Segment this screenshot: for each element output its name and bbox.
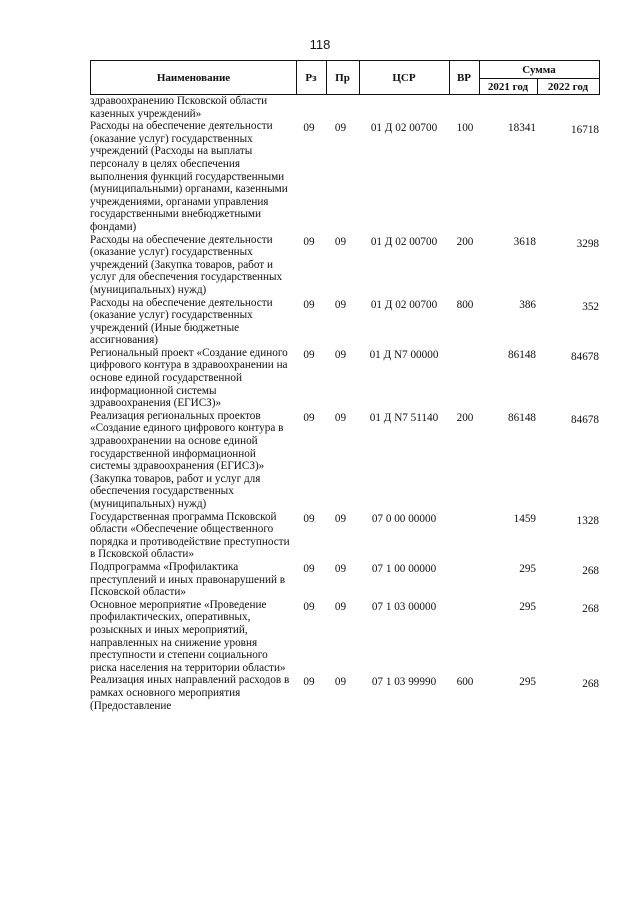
- header-year-2022: 2022 год: [547, 80, 589, 93]
- row-vr: 200: [456, 411, 474, 424]
- row-pr: 09: [334, 676, 347, 689]
- row-csr: 07 1 00 00000: [371, 562, 437, 575]
- table-row: [90, 95, 610, 120]
- row-sum-2022: 16718: [571, 124, 599, 137]
- row-sum-2021: 386: [519, 298, 536, 311]
- row-name: Реализация региональных проектов «Создание единого цифрового контура в здравоохранении на основе единой государственной информационной системы здравоохранения (ЕГИСЗ)» (Закупка товаров, работ и услуг для обеспечения государственных (муниципальных) нужд): [90, 409, 284, 510]
- row-pr: 09: [334, 411, 347, 424]
- row-sum-2021: [480, 95, 536, 120]
- row-rz: 09: [303, 676, 315, 689]
- row-rz: 09: [303, 600, 315, 613]
- row-csr: 01 Д 02 00700: [370, 122, 438, 135]
- table-row: [90, 599, 610, 675]
- table-body: [90, 95, 610, 712]
- header-vr: ВР: [456, 71, 472, 84]
- row-rz: 09: [303, 411, 315, 424]
- row-sum-2021: 86148: [508, 411, 536, 424]
- row-pr: 09: [334, 235, 347, 248]
- header-year-2021: 2021 год: [487, 80, 529, 93]
- row-pr: 09: [334, 512, 347, 525]
- row-name: Расходы на обеспечение деятельности (оказание услуг) государственных учреждений (Иные бюджетные ассигнования): [90, 296, 273, 347]
- row-csr: 01 Д 02 00700: [370, 298, 438, 311]
- row-vr: [450, 511, 480, 561]
- table-row: [90, 120, 610, 233]
- row-name: Реализация иных направлений расходов в рамках основного мероприятия (Предоставление: [90, 674, 290, 712]
- row-vr: 200: [456, 235, 474, 248]
- row-vr: 800: [456, 298, 474, 311]
- row-sum-2021: 86148: [508, 348, 536, 361]
- row-sum-2022: 84678: [571, 350, 599, 363]
- row-vr: [450, 95, 480, 120]
- row-name: Основное мероприятие «Проведение профилактических, оперативных, розыскных и иных мероприятий, направленных на снижение уровня преступности и степени социального риска населения на территории области»: [90, 598, 286, 674]
- table-row: [90, 347, 610, 410]
- row-pr: 09: [334, 298, 347, 311]
- row-csr: 01 Д 02 00700: [370, 235, 438, 248]
- row-sum-2022: 352: [582, 300, 599, 313]
- row-rz: [295, 95, 323, 120]
- row-sum-2022: 268: [582, 564, 599, 577]
- row-sum-2021: 295: [519, 676, 536, 689]
- row-sum-2021: 3618: [513, 235, 536, 248]
- row-csr: 07 1 03 99990: [371, 676, 437, 689]
- header-name: Наименование: [156, 71, 231, 84]
- row-rz: 09: [303, 122, 315, 135]
- row-csr: 01 Д N7 00000: [369, 348, 439, 361]
- row-csr: 07 0 00 00000: [371, 512, 437, 525]
- table-row: [90, 511, 610, 561]
- row-sum-2021: 295: [519, 600, 536, 613]
- row-rz: 09: [303, 348, 315, 361]
- row-pr: 09: [334, 562, 347, 575]
- row-vr: 600: [456, 676, 474, 689]
- row-csr: 07 1 03 00000: [371, 600, 437, 613]
- row-vr: [450, 347, 480, 410]
- row-name: Подпрограмма «Профилактика преступлений и иных правонарушений в Псковской области»: [90, 560, 286, 599]
- row-name: Расходы на обеспечение деятельности (оказание услуг) государственных учреждений (Расходы на выплаты персоналу в целях обеспечения выполнения функций государственными (муниципальными) органами, казенными учреждениями, органами управления государственными внебюджетными фондами): [90, 120, 288, 233]
- row-name: здравоохранению Псковской области казенных учреждений»: [90, 95, 268, 120]
- header-rz: Рз: [305, 71, 317, 84]
- row-pr: 09: [334, 348, 347, 361]
- row-pr: 09: [334, 600, 347, 613]
- row-sum-2022: 84678: [571, 413, 599, 426]
- row-rz: 09: [303, 562, 315, 575]
- row-vr: [450, 561, 480, 599]
- row-sum-2022: 3298: [576, 237, 599, 250]
- row-sum-2021: 295: [519, 562, 536, 575]
- row-csr: 01 Д N7 51140: [369, 411, 439, 424]
- header-sum: Сумма: [522, 63, 556, 76]
- header-pr: Пр: [335, 71, 350, 84]
- row-name: Государственная программа Псковской области «Обеспечение общественного порядка и противодействие преступности в Псковской области»: [90, 510, 290, 561]
- row-sum-2022: 268: [582, 602, 599, 615]
- row-sum-2021: 1459: [513, 512, 536, 525]
- table-row: [90, 561, 610, 599]
- row-name: Региональный проект «Создание единого цифрового контура в здравоохранении на основе единой государственной информационной системы здравоохранения (ЕГИСЗ)»: [90, 346, 288, 410]
- row-rz: 09: [303, 235, 315, 248]
- table-row: [90, 297, 610, 347]
- table-row: [90, 674, 610, 712]
- row-pr: 09: [334, 122, 347, 135]
- row-sum-2022: [536, 95, 599, 120]
- table-row: [90, 410, 610, 511]
- row-sum-2021: 18341: [508, 122, 536, 135]
- row-csr: [358, 95, 450, 120]
- row-sum-2022: 1328: [576, 514, 599, 527]
- row-rz: 09: [303, 512, 315, 525]
- row-vr: 100: [456, 122, 474, 135]
- page-number: 118: [309, 37, 331, 52]
- header-csr: ЦСР: [392, 71, 416, 84]
- table-header: [90, 60, 600, 95]
- row-sum-2022: 268: [582, 678, 599, 691]
- table-row: [90, 234, 610, 297]
- row-pr: [323, 95, 358, 120]
- row-vr: [450, 599, 480, 675]
- row-rz: 09: [303, 298, 315, 311]
- row-name: Расходы на обеспечение деятельности (оказание услуг) государственных учреждений (Закупка товаров, работ и услуг для обеспечения государственных (муниципальных) нужд): [90, 233, 283, 296]
